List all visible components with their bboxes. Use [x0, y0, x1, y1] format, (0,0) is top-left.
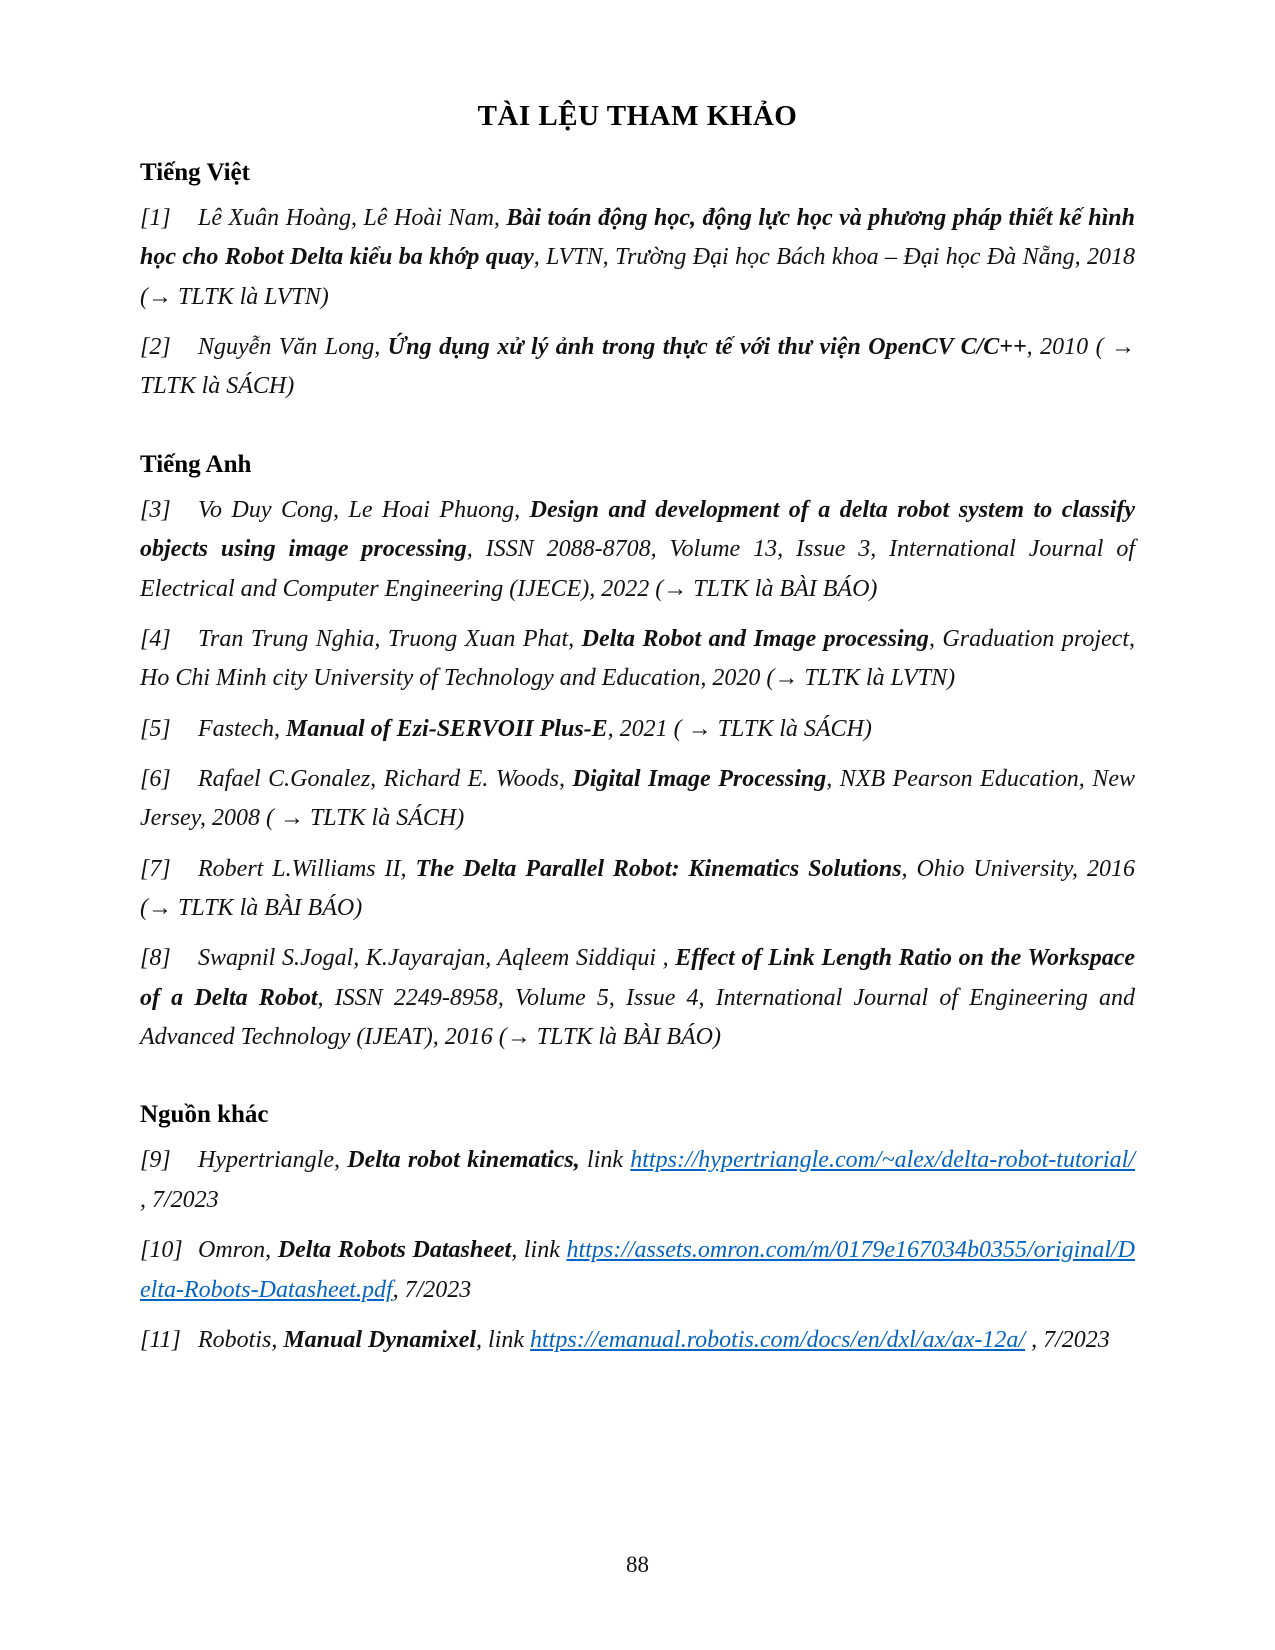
reference-title: Manual of Ezi-SERVOII Plus-E — [285, 715, 608, 742]
reference-title: Bài toán động học, động lực học và phương pháp thiết kế hình học cho Robot Delta kiểu ba khớp quay — [140, 205, 1135, 271]
reference-text: Tran Trung Nghia, Truong Xuan Phat, — [198, 625, 582, 652]
reference-sections — [140, 159, 1135, 1360]
reference-entry — [140, 850, 1135, 929]
reference-text: , Graduation project, Ho Chi Minh city University of Technology and Education, 2020 (→ TLTK là LVTN) — [140, 625, 1135, 692]
reference-title: The Delta Parallel Robot: Kinematics Solutions — [415, 855, 902, 882]
reference-number: [11] — [140, 1326, 181, 1353]
section-heading: Tiếng Việt — [140, 159, 250, 186]
reference-text: Vo Duy Cong, Le Hoai Phuong, — [198, 496, 530, 523]
reference-text: Fastech, — [198, 715, 286, 742]
reference-text: Robert L.Williams II, — [198, 855, 416, 882]
reference-text: Robotis, — [198, 1326, 284, 1353]
section-heading: Tiếng Anh — [140, 450, 252, 478]
reference-title: Design and development of a delta robot system to classify objects using image processing — [140, 496, 1136, 563]
reference-text: , 7/2023 — [140, 1186, 219, 1213]
page-title: TÀI LỆU THAM KHẢO — [477, 100, 798, 132]
reference-text: , 7/2023 — [1025, 1326, 1110, 1353]
reference-number: [4] — [140, 625, 171, 652]
reference-entry — [140, 620, 1135, 699]
reference-text: Nguyễn Văn Long, — [198, 334, 388, 361]
reference-text: , link — [511, 1237, 567, 1264]
reference-number: [1] — [140, 205, 171, 231]
reference-entry — [140, 1141, 1135, 1220]
reference-entry — [140, 1321, 1135, 1360]
reference-entry — [140, 491, 1135, 609]
reference-text: link — [579, 1147, 631, 1174]
reference-number: [6] — [140, 765, 171, 792]
reference-text: , ISSN 2088-8708, Volume 13, Issue 3, International Journal of Electrical and Computer Engineering (IJECE), 2022 (→ TLTK là BÀI BÁO) — [140, 536, 1136, 602]
reference-title: Delta Robots Datasheet — [277, 1237, 512, 1264]
reference-entry — [140, 199, 1135, 317]
reference-number: [10] — [140, 1237, 183, 1264]
reference-entry — [140, 710, 1135, 749]
reference-entry — [140, 1231, 1135, 1310]
reference-title: Delta robot kinematics, — [347, 1147, 580, 1174]
reference-text: , 2021 ( → TLTK là SÁCH) — [607, 715, 872, 742]
reference-title: Ứng dụng xử lý ảnh trong thực tế với thư viện OpenCV C/C++ — [387, 334, 1027, 361]
reference-entry — [140, 760, 1135, 839]
reference-number: [8] — [140, 945, 171, 972]
reference-number: [9] — [140, 1147, 171, 1174]
reference-number: [5] — [140, 715, 171, 742]
page-number: 88 — [626, 1552, 649, 1577]
reference-title: Effect of Link Length Ratio on the Workspace of a Delta Robot — [140, 945, 1135, 1011]
reference-text: , link — [476, 1326, 531, 1353]
reference-text: , 7/2023 — [392, 1276, 472, 1303]
reference-text: , 2010 ( → TLTK là SÁCH) — [140, 334, 1136, 400]
reference-number: [3] — [140, 496, 171, 523]
reference-text: Lê Xuân Hoàng, Lê Hoài Nam, — [198, 205, 507, 231]
reference-text: , NXB Pearson Education, New Jersey, 2008 ( → TLTK là SÁCH) — [140, 765, 1136, 832]
reference-number: [7] — [140, 855, 171, 882]
reference-link[interactable]: https://emanual.robotis.com/docs/en/dxl/ax/ax-12a/ — [530, 1326, 1026, 1353]
reference-number: [2] — [140, 334, 171, 361]
reference-text: , ISSN 2249-8958, Volume 5, Issue 4, International Journal of Engineering and Advanced Technology (IJEAT), 2016 (→ TLTK là BÀI BÁO) — [140, 984, 1135, 1051]
reference-title: Manual Dynamixel — [283, 1326, 477, 1353]
reference-entry — [140, 328, 1135, 407]
reference-text: Omron, — [198, 1237, 278, 1264]
reference-text: , LVTN, Trường Đại học Bách khoa – Đại học Đà Nẵng, 2018 (→ TLTK là LVTN) — [140, 244, 1136, 310]
reference-text: Hypertriangle, — [198, 1147, 348, 1174]
reference-title: Delta Robot and Image processing — [581, 625, 929, 652]
reference-text: , Ohio University, 2016 (→ TLTK là BÀI BÁO) — [140, 855, 1135, 922]
reference-link[interactable]: https://hypertriangle.com/~alex/delta-robot-tutorial/ — [630, 1147, 1135, 1174]
reference-text: Swapnil S.Jogal, K.Jayarajan, Aqleem Siddiqui , — [198, 945, 676, 972]
reference-text: Rafael C.Gonalez, Richard E. Woods, — [198, 765, 573, 792]
section-heading: Nguồn khác — [140, 1101, 269, 1129]
reference-entry — [140, 939, 1135, 1057]
reference-link[interactable]: https://assets.omron.com/m/0179e167034b0355/original/Delta-Robots-Datasheet.pdf — [140, 1237, 1135, 1303]
reference-title: Digital Image Processing — [572, 765, 827, 792]
